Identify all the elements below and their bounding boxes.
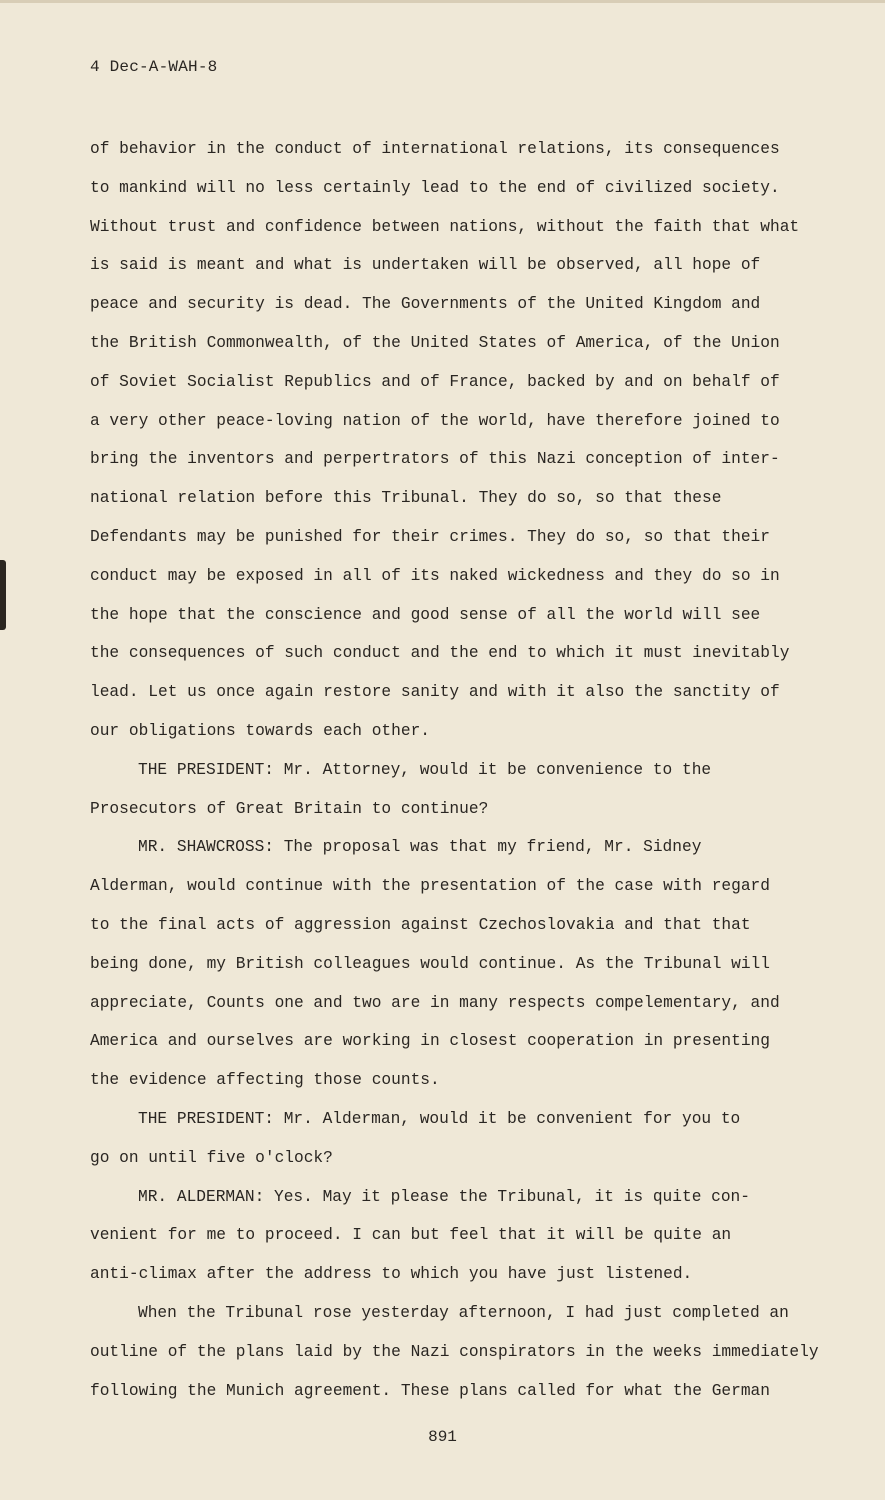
text-line: Alderman, would continue with the presentation of the case with regard bbox=[90, 877, 770, 896]
text-line: to mankind will no less certainly lead to the end of civilized society. bbox=[90, 178, 780, 197]
text-line: national relation before this Tribunal. They do so, so that these bbox=[90, 489, 722, 508]
document-id: 4 Dec-A-WAH-8 bbox=[90, 58, 218, 76]
text-line: the British Commonwealth, of the United States of America, of the Union bbox=[90, 333, 780, 352]
text-line: anti-climax after the address to which you have just listened. bbox=[90, 1265, 693, 1284]
text-line: a very other peace-loving nation of the world, have therefore joined to bbox=[90, 411, 780, 430]
page-top-edge bbox=[0, 0, 885, 3]
text-line: Without trust and confidence between nations, without the faith that what bbox=[90, 217, 800, 236]
text-line: being done, my British colleagues would continue. As the Tribunal will bbox=[90, 954, 770, 973]
text-line: the evidence affecting those counts. bbox=[90, 1071, 440, 1090]
text-line: outline of the plans laid by the Nazi conspirators in the weeks immediately bbox=[90, 1342, 819, 1361]
text-line: Prosecutors of Great Britain to continue? bbox=[90, 799, 489, 818]
text-line: following the Munich agreement. These plans called for what the German bbox=[90, 1381, 770, 1400]
text-line: go on until five o'clock? bbox=[90, 1148, 333, 1167]
text-line: venient for me to proceed. I can but feel that it will be quite an bbox=[90, 1226, 732, 1245]
text-line: of Soviet Socialist Republics and of France, backed by and on behalf of bbox=[90, 372, 780, 391]
text-line: our obligations towards each other. bbox=[90, 721, 430, 740]
text-line: the hope that the conscience and good sense of all the world will see bbox=[90, 605, 761, 624]
speaker-line: THE PRESIDENT: Mr. Alderman, would it be convenient for you to bbox=[138, 1109, 741, 1128]
paragraph-start-line: When the Tribunal rose yesterday afternoon, I had just completed an bbox=[138, 1303, 789, 1322]
text-line: conduct may be exposed in all of its naked wickedness and they do so in bbox=[90, 566, 780, 585]
text-line: bring the inventors and perpertrators of this Nazi conception of inter- bbox=[90, 450, 780, 469]
text-line: peace and security is dead. The Governments of the United Kingdom and bbox=[90, 295, 761, 314]
text-line: America and ourselves are working in closest cooperation in presenting bbox=[90, 1032, 770, 1051]
page-number: 891 bbox=[428, 1428, 457, 1446]
binding-shadow bbox=[0, 560, 6, 630]
text-line: of behavior in the conduct of international relations, its consequences bbox=[90, 140, 780, 158]
speaker-line: MR. SHAWCROSS: The proposal was that my friend, Mr. Sidney bbox=[138, 838, 702, 857]
text-line: to the final acts of aggression against Czechoslovakia and that that bbox=[90, 915, 751, 934]
text-line: the consequences of such conduct and the end to which it must inevitably bbox=[90, 644, 790, 663]
transcript-body bbox=[90, 130, 830, 1410]
text-line: appreciate, Counts one and two are in many respects compelementary, and bbox=[90, 993, 780, 1012]
speaker-line: THE PRESIDENT: Mr. Attorney, would it be convenience to the bbox=[138, 760, 712, 779]
text-line: Defendants may be punished for their crimes. They do so, so that their bbox=[90, 527, 770, 546]
speaker-line: MR. ALDERMAN: Yes. May it please the Tribunal, it is quite con- bbox=[138, 1187, 750, 1206]
text-line: lead. Let us once again restore sanity and with it also the sanctity of bbox=[90, 683, 780, 702]
text-line: is said is meant and what is undertaken will be observed, all hope of bbox=[90, 256, 761, 275]
